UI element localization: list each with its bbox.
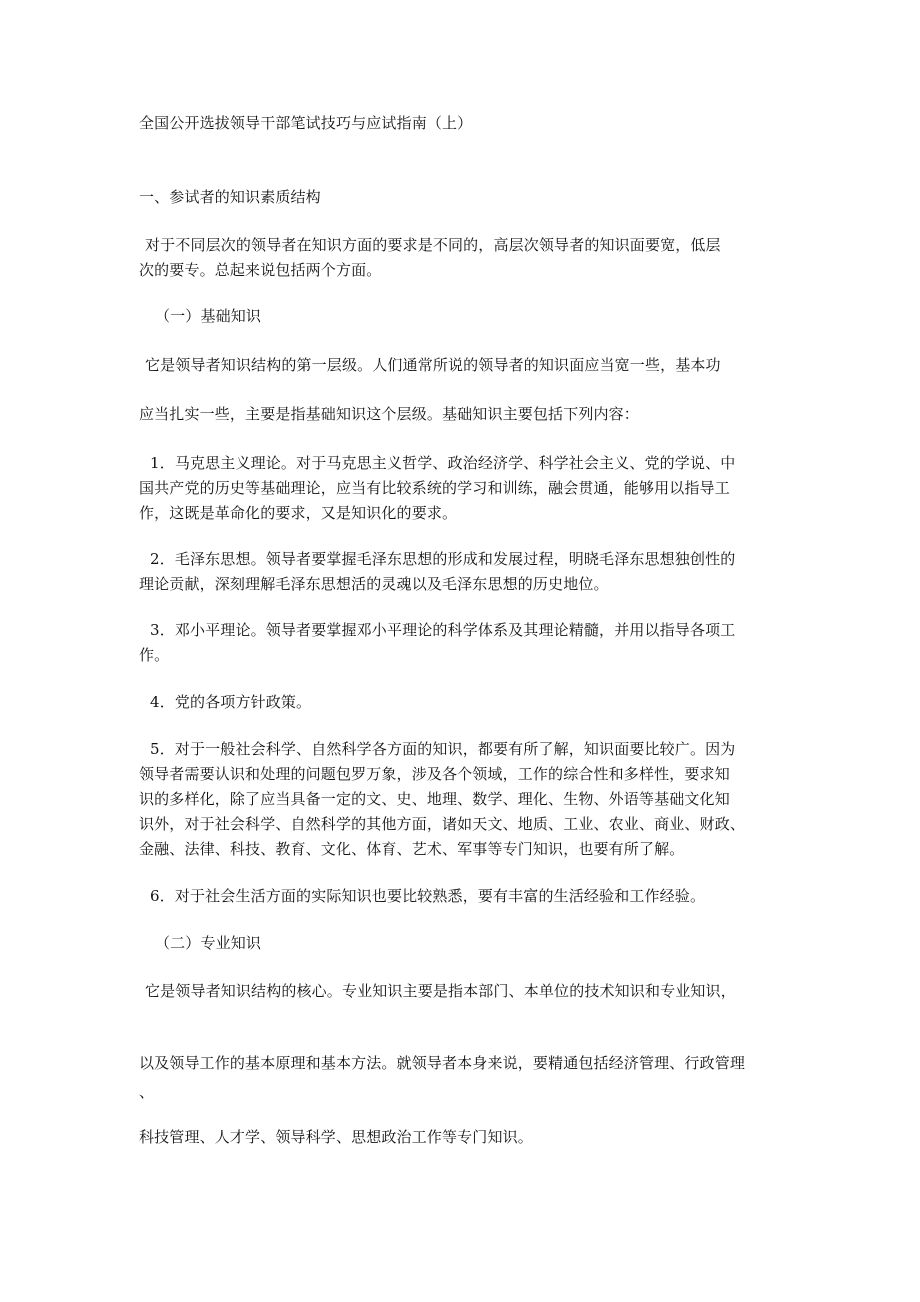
list-item-4-line: 4．党的各项方针政策。 xyxy=(150,693,312,711)
list-item-5-line: 5．对于一般社会科学、自然科学各方面的知识，都要有所了解，知识面要比较广。因为 xyxy=(150,740,736,758)
list-item-3-line: 作。 xyxy=(139,646,170,664)
subheading-professional-knowledge: （二）专业知识 xyxy=(155,934,262,952)
professional-paragraph-line: 以及领导工作的基本原理和基本方法。就领导者本身来说，要精通包括经济管理、行政管理 xyxy=(139,1054,746,1072)
list-item-1-line: 国共产党的历史等基础理论，应当有比较系统的学习和训练，融会贯通，能够用以指导工 xyxy=(139,479,730,497)
list-item-3-line: 3．邓小平理论。领导者要掌握邓小平理论的科学体系及其理论精髓，并用以指导各项工 xyxy=(150,621,736,639)
professional-paragraph-line: 科技管理、人才学、领导科学、思想政治工作等专门知识。 xyxy=(139,1128,533,1146)
list-item-5-line: 金融、法律、科技、教育、文化、体育、艺术、军事等专门知识，也要有所了解。 xyxy=(139,840,685,858)
basic-paragraph-line: 应当扎实一些，主要是指基础知识这个层级。基础知识主要包括下列内容： xyxy=(139,405,639,423)
list-item-6-line: 6．对于社会生活方面的实际知识也要比较熟悉，要有丰富的生活经验和工作经验。 xyxy=(150,887,706,905)
basic-paragraph-line: 它是领导者知识结构的第一层级。人们通常所说的领导者的知识面应当宽一些，基本功 xyxy=(145,356,721,374)
professional-paragraph-line: 它是领导者知识结构的核心。专业知识主要是指本部门、本单位的技术知识和专业知识， xyxy=(145,982,736,1000)
list-item-2-line: 理论贡献，深刻理解毛泽东思想活的灵魂以及毛泽东思想的历史地位。 xyxy=(139,575,609,593)
list-item-1-line: 1．马克思主义理论。对于马克思主义哲学、政治经济学、科学社会主义、党的学说、中 xyxy=(150,454,736,472)
list-item-5-line: 识外，对于社会科学、自然科学的其他方面，诸如天文、地质、工业、农业、商业、财政、 xyxy=(139,815,746,833)
intro-paragraph-line: 次的要专。总起来说包括两个方面。 xyxy=(139,261,382,279)
intro-paragraph-line: 对于不同层次的领导者在知识方面的要求是不同的，高层次领导者的知识面要宽，低层 xyxy=(145,236,721,254)
document-title: 全国公开选拔领导干部笔试技巧与应试指南（上） xyxy=(139,114,473,132)
section-heading-knowledge-structure: 一、参试者的知识素质结构 xyxy=(139,188,321,206)
professional-paragraph-line: 、 xyxy=(139,1083,155,1101)
subheading-basic-knowledge: （一）基础知识 xyxy=(155,307,262,325)
list-item-5-line: 领导者需要认识和处理的问题包罗万象，涉及各个领域，工作的综合性和多样性，要求知 xyxy=(139,765,730,783)
list-item-1-line: 作，这既是革命化的要求，又是知识化的要求。 xyxy=(139,504,458,522)
list-item-5-line: 识的多样化，除了应当具备一定的文、史、地理、数学、理化、生物、外语等基础文化知 xyxy=(139,790,730,808)
list-item-2-line: 2．毛泽东思想。领导者要掌握毛泽东思想的形成和发展过程，明晓毛泽东思想独创性的 xyxy=(150,550,736,568)
